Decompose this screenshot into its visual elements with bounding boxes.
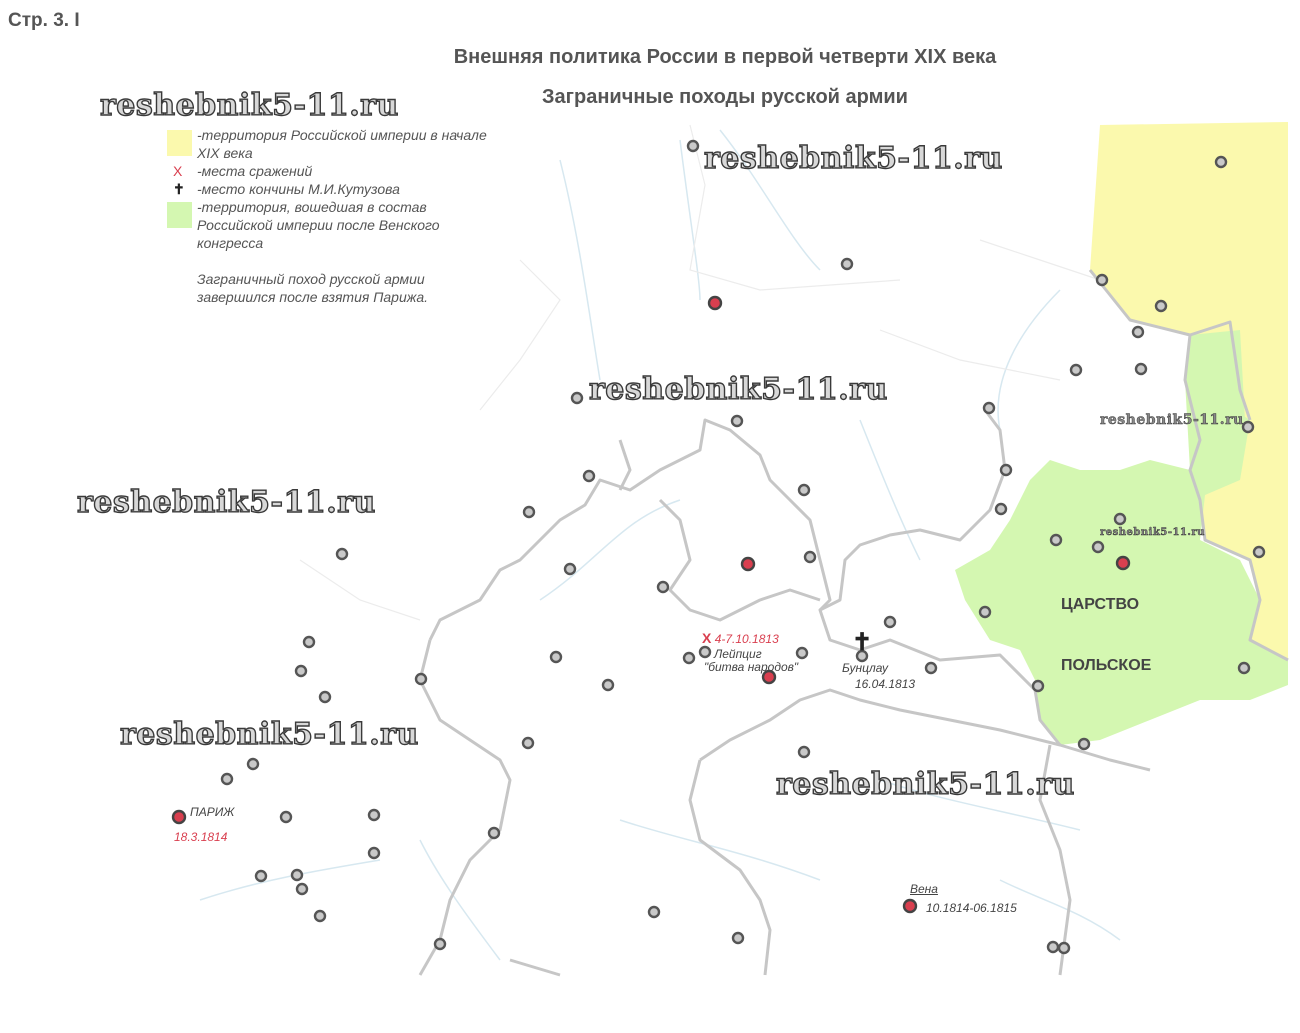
leipzig-name-label: Лейпциг [714, 647, 762, 661]
city-marker [296, 666, 306, 676]
city-marker [1115, 514, 1125, 524]
city-marker [980, 607, 990, 617]
cross-icon: ✝ [173, 181, 185, 197]
city-marker [1254, 547, 1264, 557]
watermark: reshebnik5-11.ru [1100, 527, 1205, 538]
legend-note-text: Заграничный поход русской армии завершился после взятия Парижа. [197, 271, 429, 305]
city-marker [1001, 465, 1011, 475]
city-marker [1097, 275, 1107, 285]
city-marker [603, 680, 613, 690]
city-marker [315, 911, 325, 921]
city-marker [1239, 663, 1249, 673]
watermark: reshebnik5-11.ru [1100, 412, 1244, 428]
city-marker [369, 848, 379, 858]
city-marker [996, 504, 1006, 514]
map-title: Внешняя политика России в первой четверти XIX века [453, 46, 997, 68]
warsaw-marker [1117, 557, 1129, 569]
city-marker [1156, 301, 1166, 311]
city-marker [565, 564, 575, 574]
city-marker [523, 738, 533, 748]
city-marker [256, 871, 266, 881]
watermark: reshebnik5-11.ru [77, 485, 376, 520]
city-marker [584, 471, 594, 481]
city-marker [248, 759, 258, 769]
leipzig-date-label [702, 630, 779, 646]
city-marker [572, 393, 582, 403]
key-city-marker [742, 558, 754, 570]
city-marker [984, 403, 994, 413]
legend-note [165, 270, 495, 306]
city-marker [1136, 364, 1146, 374]
key-city-marker [709, 297, 721, 309]
city-marker [1048, 942, 1058, 952]
city-marker [1071, 365, 1081, 375]
legend-item-battles [165, 162, 495, 180]
city-marker [281, 812, 291, 822]
city-marker [551, 652, 561, 662]
city-marker [1216, 157, 1226, 167]
cross-icon: ✝ [852, 629, 873, 656]
legend-item-russian-empire [165, 126, 495, 162]
city-marker [805, 552, 815, 562]
map-legend [165, 126, 495, 306]
map-subtitle: Заграничные походы русской армии [542, 86, 908, 108]
bunzlau-date-label: 16.04.1813 [855, 677, 916, 691]
city-marker [1093, 542, 1103, 552]
region-label-line2: ПОЛЬСКОЕ [1061, 657, 1152, 674]
region-label-line1: ЦАРСТВО [1061, 596, 1140, 613]
legend-label: -место кончины М.И.Кутузова [197, 181, 400, 197]
city-marker [304, 637, 314, 647]
city-marker [1059, 943, 1069, 953]
legend-item-kutuzov [165, 180, 495, 198]
legend-swatch-yellow [167, 130, 192, 156]
leipzig-note-label: "битва народов" [704, 660, 799, 674]
watermark: reshebnik5-11.ru [589, 372, 888, 407]
vienna-marker [904, 900, 916, 912]
watermark: reshebnik5-11.ru [100, 88, 399, 123]
page-label: Стр. 3. I [8, 10, 80, 31]
battle-x-icon: X [173, 163, 183, 179]
legend-item-vienna [165, 198, 495, 252]
vienna-name-label: Вена [910, 882, 938, 896]
city-marker [222, 774, 232, 784]
leipzig-date: 4-7.10.1813 [714, 632, 779, 646]
legend-label: -территория Российской империи в начале XIX века [197, 127, 487, 161]
city-marker [926, 663, 936, 673]
paris-name-label: ПАРИЖ [190, 805, 235, 819]
city-marker [416, 674, 426, 684]
city-marker [1243, 422, 1253, 432]
city-marker [842, 259, 852, 269]
city-marker [885, 617, 895, 627]
city-marker [732, 416, 742, 426]
city-marker [435, 939, 445, 949]
city-marker [797, 648, 807, 658]
watermark: reshebnik5-11.ru [120, 717, 419, 752]
city-marker [658, 582, 668, 592]
paris-date-label: 18.3.1814 [174, 830, 228, 844]
city-marker [733, 933, 743, 943]
city-marker [700, 647, 710, 657]
city-marker [1051, 535, 1061, 545]
watermark: reshebnik5-11.ru [704, 141, 1003, 176]
battle-x-icon: X [702, 630, 712, 646]
city-marker [369, 810, 379, 820]
legend-swatch-green [167, 202, 192, 228]
city-marker [1033, 681, 1043, 691]
legend-label: -территория, вошедшая в состав Российской империи после Венского конгресса [197, 199, 440, 251]
city-marker [1079, 739, 1089, 749]
city-marker [688, 141, 698, 151]
city-marker [799, 485, 809, 495]
city-marker [799, 747, 809, 757]
vienna-date-label: 10.1814-06.1815 [926, 901, 1017, 915]
watermark: reshebnik5-11.ru [776, 767, 1075, 802]
city-marker [320, 692, 330, 702]
city-marker [649, 907, 659, 917]
city-marker [337, 549, 347, 559]
bunzlau-name-label: Бунцлау [842, 661, 889, 675]
city-marker [524, 507, 534, 517]
city-marker [489, 828, 499, 838]
city-marker [1133, 327, 1143, 337]
city-marker [684, 653, 694, 663]
legend-label: -места сражений [197, 163, 313, 179]
city-marker [292, 870, 302, 880]
city-marker [297, 884, 307, 894]
paris-marker [173, 811, 185, 823]
